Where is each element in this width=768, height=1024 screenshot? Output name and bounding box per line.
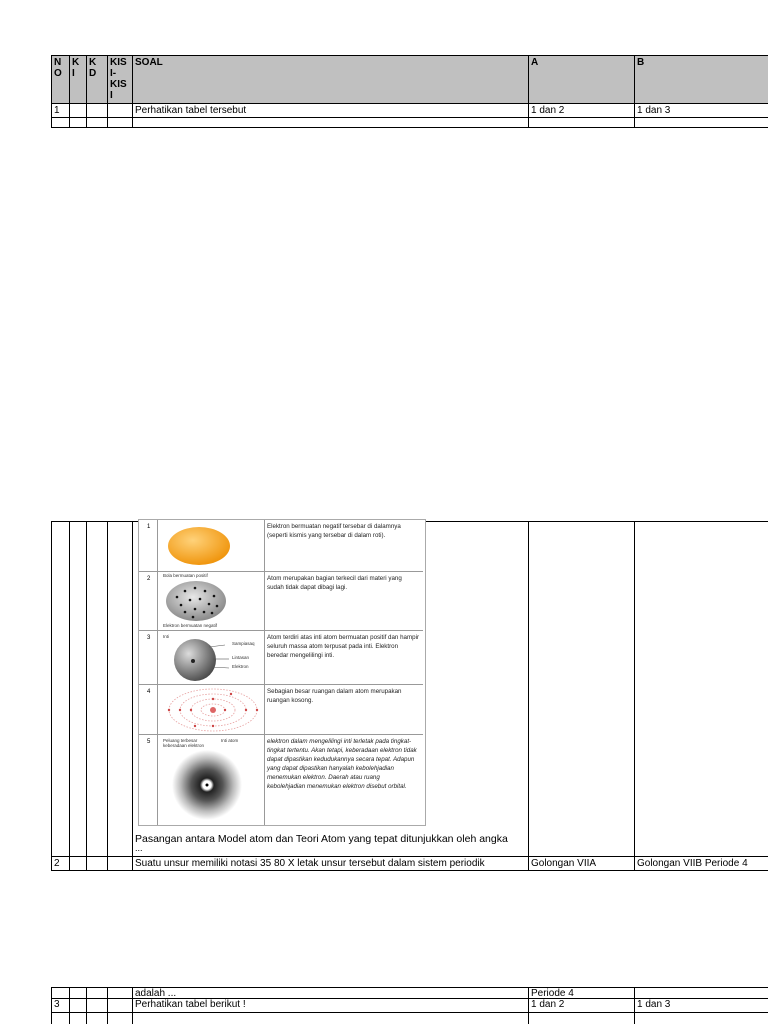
row1-option-b: 1 dan 3 xyxy=(637,105,671,116)
header-option-b: B xyxy=(637,57,645,68)
row2-option-b: Golongan VIIB Periode 4 xyxy=(637,858,748,869)
figure-row-number: 3 xyxy=(147,635,151,641)
plum-pudding-image xyxy=(165,579,227,623)
row1-number: 1 xyxy=(54,105,60,116)
figure-row-5 xyxy=(139,735,423,823)
row1-question: Perhatikan tabel tersebut xyxy=(135,105,247,116)
row1-option-a: 1 dan 2 xyxy=(531,105,565,116)
figure-label: Sampiasaq xyxy=(232,641,255,646)
row3-number: 3 xyxy=(54,999,60,1010)
figure-row-description: Sebagian besar ruangan dalam atom merupakan ruangan kosong. xyxy=(267,688,402,704)
row1-question-ending: Pasangan antara Model atom dan Teori Atom yang tepat ditunjukkan oleh angka xyxy=(135,833,508,845)
figure-label: Elektron xyxy=(232,664,249,669)
orbital-cloud-image xyxy=(169,749,245,821)
row3-option-b: 1 dan 3 xyxy=(637,999,671,1010)
figure-row-number: 1 xyxy=(147,524,151,530)
figure-label: Inti atom xyxy=(221,738,239,743)
thomson-sphere-image xyxy=(167,526,231,566)
row2-question-continued: adalah ... xyxy=(135,988,177,999)
figure-row-number: 2 xyxy=(147,576,151,582)
header-kisi-kisi: KIS I- KIS I xyxy=(110,57,127,101)
atom-model-figure xyxy=(138,519,426,826)
figure-label: Elektron bermuatan negatif xyxy=(163,623,218,628)
header-kd: K D xyxy=(89,57,97,79)
row2-option-a: Golongan VIIA xyxy=(531,858,597,869)
row3-option-a: 1 dan 2 xyxy=(531,999,565,1010)
header-soal: SOAL xyxy=(135,57,163,68)
row1-question-ellipsis: ... xyxy=(135,843,143,853)
figure-row-description: elektron dalam mengelilingi inti terletak pada tingkat-tingkat tertentu. Akan tetapi, keberadaan elektron tidak dapat dipastikan kedudukannya secara tepat. Adapun yang dapat dipastikan hanyalah kebolehjadian menemukan elektron. Daerah atau ruang kebolehjadian menemukan elektron disebut orbital. xyxy=(267,738,417,790)
figure-label: Bola bermuatan positif xyxy=(163,573,208,578)
figure-row-number: 4 xyxy=(147,689,151,695)
figure-row-description: Atom terdiri atas inti atom bermuatan positif dan hampir seluruh massa atom terpusat pada inti. Elektron beredar mengelilingi inti. xyxy=(267,634,420,659)
figure-row-3 xyxy=(139,631,423,685)
figure-label: Peluang terbesar keberadaan elektron xyxy=(163,738,205,748)
row2-question: Suatu unsur memiliki notasi 35 80 X letak unsur tersebut dalam sistem periodik xyxy=(135,858,485,869)
header-ki: K I xyxy=(72,57,80,79)
row2-number: 2 xyxy=(54,858,60,869)
figure-label: Lintasan xyxy=(232,655,250,660)
header-option-a: A xyxy=(531,57,539,68)
header-no: N O xyxy=(54,57,62,79)
figure-row-description: Elektron bermuatan negatif tersebar di dalamnya (seperti kismis yang tersebar di dalam roti). xyxy=(267,523,401,539)
figure-row-4 xyxy=(139,685,423,735)
figure-row-number: 5 xyxy=(147,739,151,745)
row3-question: Perhatikan tabel berikut ! xyxy=(135,999,246,1010)
figure-row-2 xyxy=(139,572,423,631)
figure-label: Inti xyxy=(163,634,170,639)
figure-row-description: Atom merupakan bagian terkecil dari materi yang sudah tidak dapat dibagi lagi. xyxy=(267,575,402,591)
figure-row-1 xyxy=(139,520,423,572)
row2-option-a-continued: Periode 4 xyxy=(531,988,574,999)
bohr-atom-image xyxy=(167,687,259,733)
